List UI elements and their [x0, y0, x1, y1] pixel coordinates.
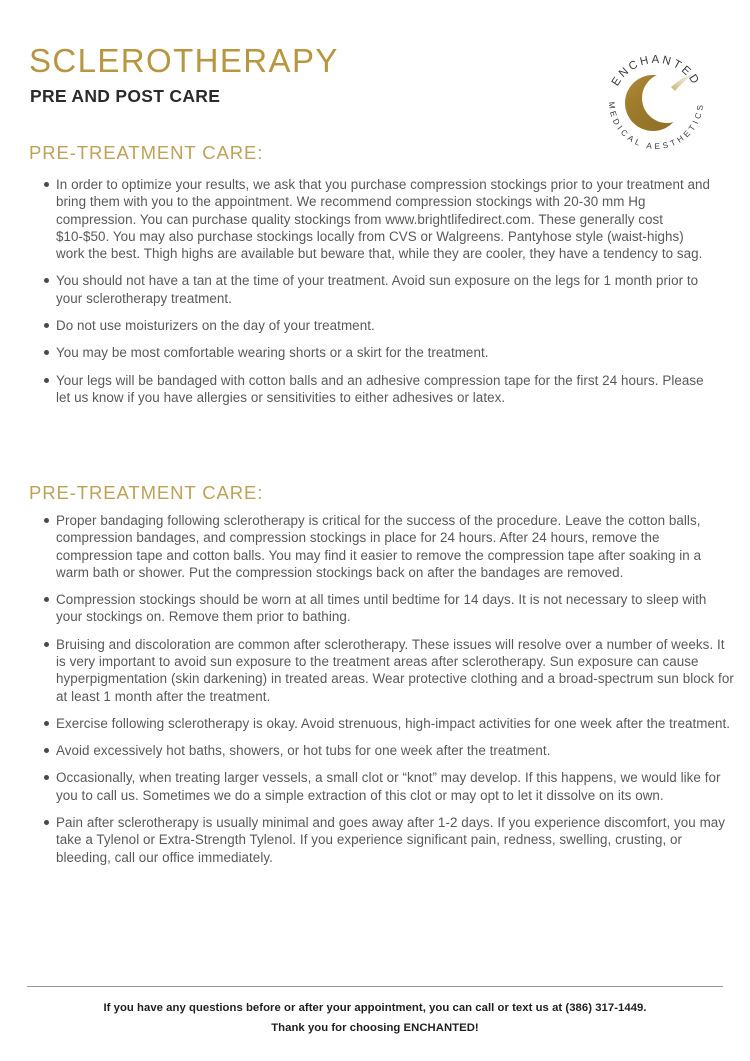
list-item: You may be most comfortable wearing shorts or a skirt for the treatment.: [44, 344, 712, 361]
list-item: Do not use moisturizers on the day of your treatment.: [44, 317, 712, 334]
list-item: Bruising and discoloration are common after sclerotherapy. These issues will resolve over a number of weeks. It is very important to avoid sun exposure to the treatment areas after sclerotherapy. Sun exposure can cause hyperpigmentation (skin darkening) in treated areas. Wear protective clothing and a broad-spectrum sun block for at least 1 month after the treatment.: [44, 636, 736, 705]
list-item: Exercise following sclerotherapy is okay. Avoid strenuous, high-impact activities for one week after the treatment.: [44, 715, 736, 732]
document-footer: [27, 986, 723, 1039]
footer-thankyou-line: Thank you for choosing ENCHANTED!: [271, 1022, 479, 1035]
list-item: Pain after sclerotherapy is usually minimal and goes away after 1-2 days. If you experience discomfort, you may take a Tylenol or Extra-Strength Tylenol. If you experience significant pain, redness, swelling, crusting, or bleeding, call our office immediately.: [44, 814, 736, 866]
list-item: Compression stockings should be worn at all times until bedtime for 14 days. It is not necessary to sleep with your stockings on. Remove them prior to bathing.: [44, 591, 736, 626]
post-treatment-bullet-list: [44, 512, 736, 866]
section-heading-pre-treatment: PRE-TREATMENT CARE:: [29, 142, 264, 163]
crescent-moon-icon: [597, 40, 715, 158]
list-item: You should not have a tan at the time of your treatment. Avoid sun exposure on the legs for 1 month prior to your sclerotherapy treatment.: [44, 272, 712, 307]
title-block: [29, 44, 339, 106]
list-item: Proper bandaging following sclerotherapy is critical for the success of the procedure. Leave the cotton balls, compression bandages, and compression stockings in place for 24 hours. After 24 hours, remove the compression tape and cotton balls. You may find it easier to remove the compression tape after soaking in a warm bath or shower. Put the compression stockings back on after the bandages are removed.: [44, 512, 736, 581]
page-subtitle: PRE AND POST CARE: [30, 86, 221, 106]
footer-contact-line: If you have any questions before or after your appointment, you can call or text us at (386) 317-1449.: [103, 1002, 647, 1015]
page-title: SCLEROTHERAPY: [29, 42, 339, 79]
svg-text:MEDICAL AESTHETICS: MEDICAL AESTHETICS: [606, 101, 706, 152]
pre-treatment-bullet-list: [44, 176, 712, 406]
section-heading-post-treatment: PRE-TREATMENT CARE:: [29, 482, 264, 503]
list-item: Occasionally, when treating larger vessels, a small clot or “knot” may develop. If this happens, we would like for you to call us. Sometimes we do a simple extraction of this clot or may opt to let it dissolve on its own.: [44, 769, 736, 804]
footer-divider: [27, 986, 723, 987]
list-item: Avoid excessively hot baths, showers, or hot tubs for one week after the treatment.: [44, 742, 736, 759]
list-item: Your legs will be bandaged with cotton balls and an adhesive compression tape for the first 24 hours. Please let us know if you have allergies or sensitivities to either adhesives or latex.: [44, 372, 712, 407]
brand-logo: [597, 40, 715, 158]
list-item: In order to optimize your results, we ask that you purchase compression stockings prior to your treatment and bring them with you to the appointment. We recommend compression stockings with 20-30 mm Hg compression. You can purchase quality stockings from www.brightlifedirect.com. These generally cost $10-$50. You may also purchase stockings locally from CVS or Walgreens. Pantyhose style (waist-highs) work the best. Thigh highs are available but beware that, while they are cooler, they have a tendency to sag.: [44, 176, 712, 262]
